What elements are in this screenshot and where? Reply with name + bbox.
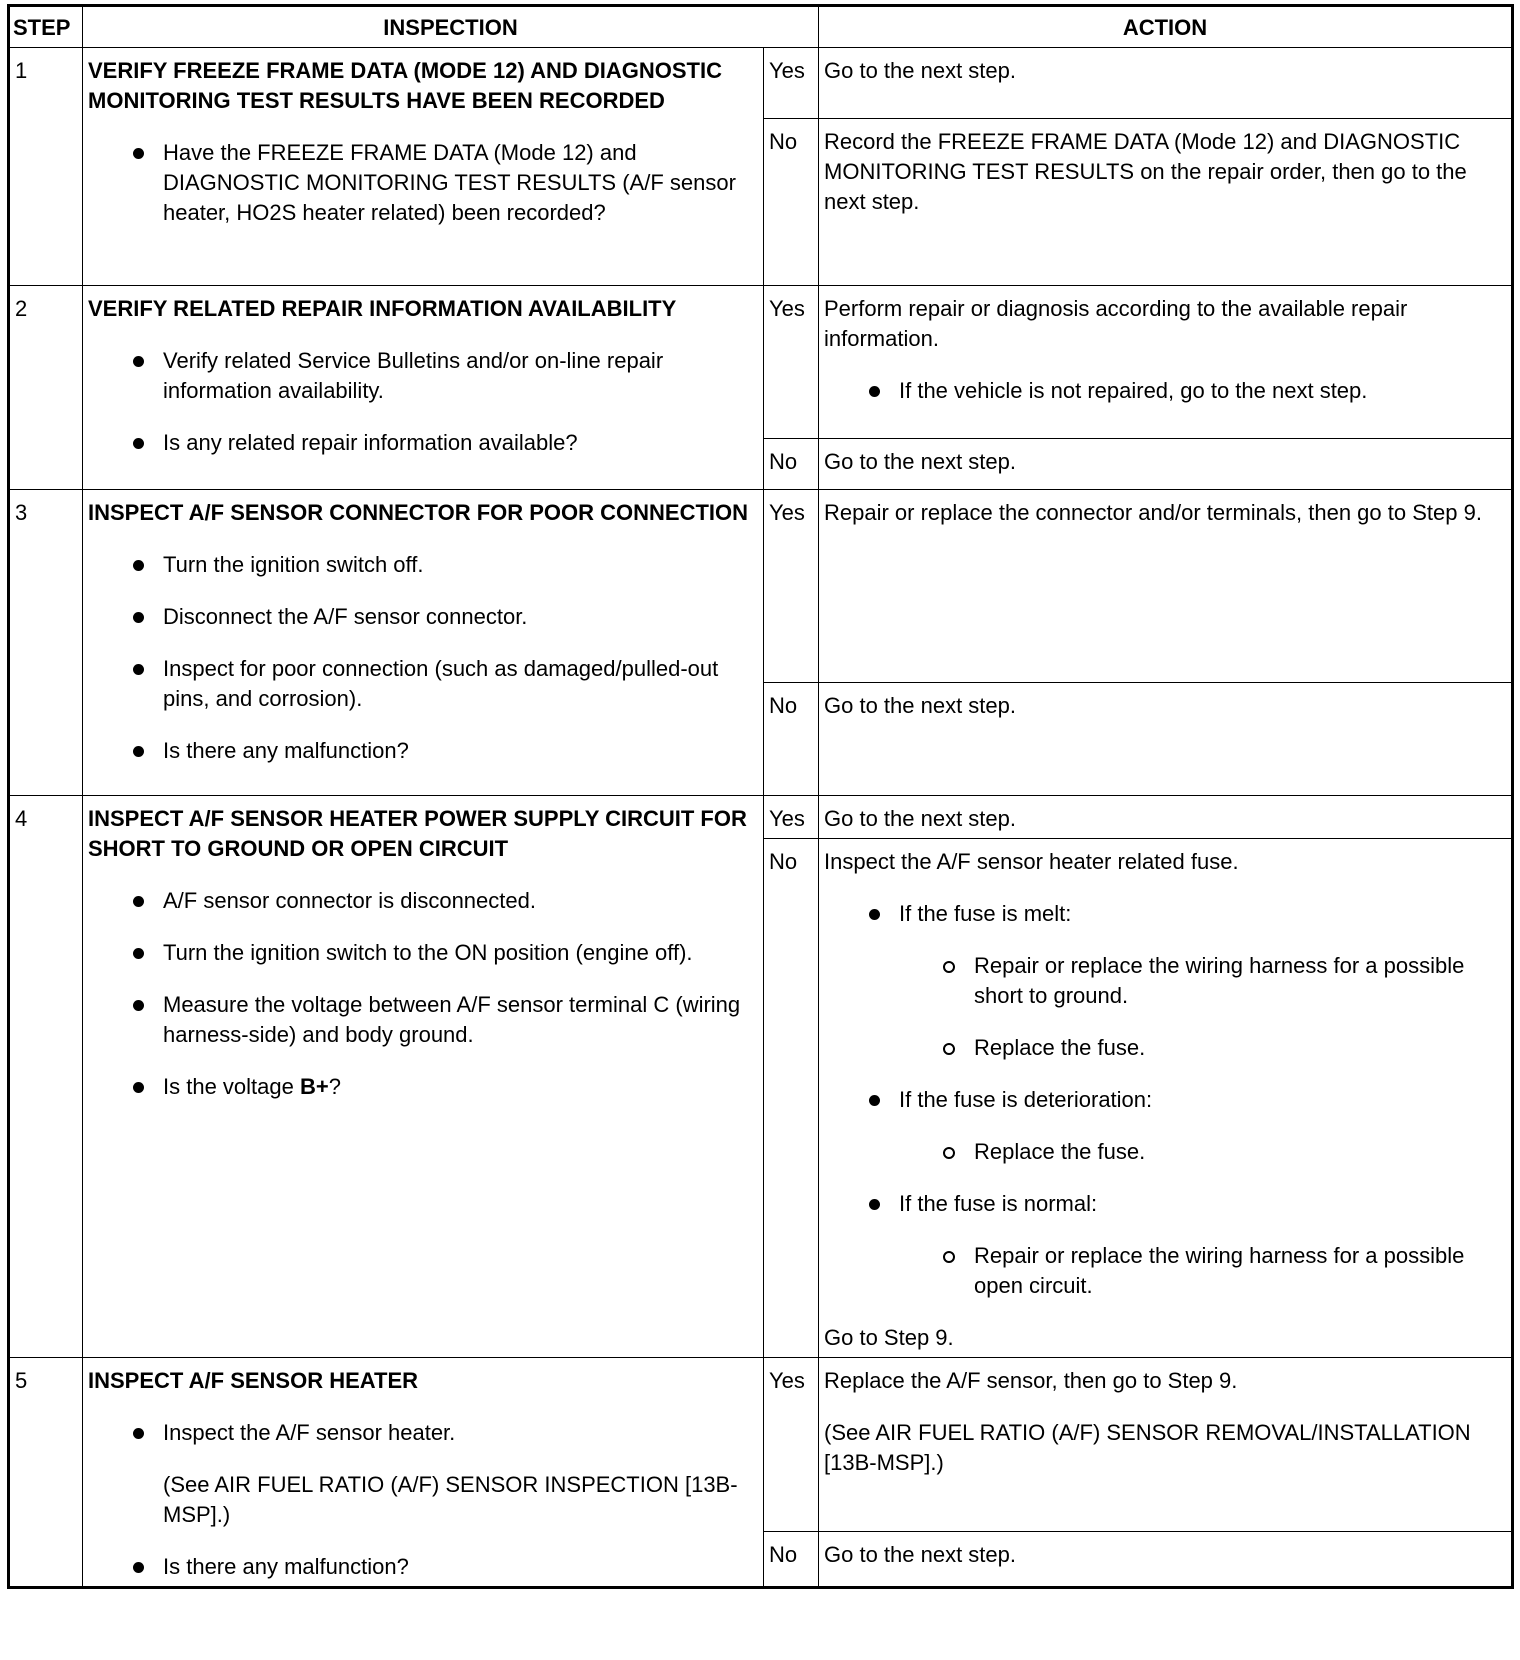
fuse-case-melt: [824, 899, 1506, 929]
step-number: 3: [10, 490, 83, 796]
yes-label: Yes: [764, 48, 819, 119]
yes-label: Yes: [764, 286, 819, 439]
bullet-text: Is the voltage: [163, 1074, 300, 1099]
no-action: Go to the next step.: [819, 683, 1512, 796]
yes-action-bullets: [824, 376, 1506, 406]
sub-bullet-item: Replace the fuse.: [899, 1033, 1506, 1063]
bullet-item: Is there any malfunction?: [88, 1552, 758, 1582]
case-label: If the fuse is normal:: [899, 1191, 1098, 1216]
fuse-cases: [824, 1189, 1506, 1219]
no-label: No: [764, 439, 819, 490]
bullet-item: Is there any malfunction?: [88, 736, 758, 766]
step-1-yes-row: [10, 48, 1512, 119]
step-number: 4: [10, 796, 83, 1358]
no-label: No: [764, 839, 819, 1358]
bullet-item: Inspect for poor connection (such as damaged/pulled-out pins, and corrosion).: [88, 654, 758, 714]
bullet-item: Have the FREEZE FRAME DATA (Mode 12) and DIAGNOSTIC MONITORING TEST RESULTS (A/F sensor heater, HO2S heater related) been recorded?: [88, 138, 758, 228]
diagnostic-procedure-table: [9, 6, 1512, 1587]
no-action: Go to the next step.: [819, 1531, 1512, 1586]
no-action: Record the FREEZE FRAME DATA (Mode 12) and DIAGNOSTIC MONITORING TEST RESULTS on the repair order, then go to the next step.: [819, 119, 1512, 286]
bullet-item: Disconnect the A/F sensor connector.: [88, 602, 758, 632]
no-action: Go to the next step.: [819, 439, 1512, 490]
step-2-yes-row: [10, 286, 1512, 439]
inspection-bullets: [88, 346, 758, 458]
case-label: If the fuse is melt:: [899, 901, 1072, 926]
inspection-bullets: [88, 550, 758, 766]
sub-bullets: [899, 1241, 1506, 1301]
bullet-item: A/F sensor connector is disconnected.: [88, 886, 758, 916]
inspection-bullets: [88, 1418, 758, 1582]
fuse-cases: [824, 1085, 1506, 1115]
yes-action: Go to the next step.: [819, 796, 1512, 839]
bullet-item: [88, 1072, 758, 1102]
inspection-header: INSPECTION: [83, 7, 819, 48]
bullet-item: Turn the ignition switch off.: [88, 550, 758, 580]
fuse-case-normal: [824, 1189, 1506, 1219]
no-label: No: [764, 1531, 819, 1586]
step-number: 1: [10, 48, 83, 286]
bullet-item: [88, 1418, 758, 1530]
header-row: [10, 7, 1512, 48]
yes-action-text: Perform repair or diagnosis according to the available repair information.: [824, 296, 1408, 351]
inspection-title: VERIFY FREEZE FRAME DATA (MODE 12) AND DIAGNOSTIC MONITORING TEST RESULTS HAVE BEEN RECORDED: [88, 58, 722, 113]
step-number: 2: [10, 286, 83, 490]
action-header: ACTION: [819, 7, 1512, 48]
sub-bullet-item: Replace the fuse.: [899, 1137, 1506, 1167]
reference-note: (See AIR FUEL RATIO (A/F) SENSOR INSPECTION [13B-MSP].): [163, 1472, 738, 1527]
case-label: If the fuse is deterioration:: [899, 1087, 1153, 1112]
step-5-yes-row: [10, 1358, 1512, 1532]
sub-bullets: [899, 951, 1506, 1063]
inspection-cell: [83, 490, 764, 796]
bullet-item: Measure the voltage between A/F sensor terminal C (wiring harness-side) and body ground.: [88, 990, 758, 1050]
no-action: [819, 839, 1512, 1358]
bullet-item: Is any related repair information available?: [88, 428, 758, 458]
no-label: No: [764, 683, 819, 796]
bullet-item: If the vehicle is not repaired, go to the next step.: [824, 376, 1506, 406]
sub-bullet-item: Repair or replace the wiring harness for a possible open circuit.: [899, 1241, 1506, 1301]
yes-label: Yes: [764, 796, 819, 839]
inspection-cell: [83, 48, 764, 286]
fuse-case-deterioration: [824, 1085, 1506, 1115]
reference-note: (See AIR FUEL RATIO (A/F) SENSOR REMOVAL/INSTALLATION [13B-MSP].): [824, 1420, 1471, 1475]
inspection-bullets: [88, 886, 758, 1102]
yes-action: Repair or replace the connector and/or terminals, then go to Step 9.: [819, 490, 1512, 683]
inspection-bullets: [88, 138, 758, 228]
bullet-item: Turn the ignition switch to the ON position (engine off).: [88, 938, 758, 968]
step-header: STEP: [10, 7, 83, 48]
inspection-cell: [83, 796, 764, 1358]
yes-label: Yes: [764, 1358, 819, 1532]
inspection-title: INSPECT A/F SENSOR CONNECTOR FOR POOR CONNECTION: [88, 500, 749, 525]
yes-action-text: Replace the A/F sensor, then go to Step 9.: [824, 1368, 1238, 1393]
inspection-cell: [83, 286, 764, 490]
step-3-yes-row: [10, 490, 1512, 683]
no-action-text: Inspect the A/F sensor heater related fuse.: [824, 849, 1239, 874]
step-4-yes-row: [10, 796, 1512, 839]
sub-bullets: [899, 1137, 1506, 1167]
bullet-text: Inspect the A/F sensor heater.: [163, 1420, 456, 1445]
yes-label: Yes: [764, 490, 819, 683]
inspection-title: VERIFY RELATED REPAIR INFORMATION AVAILABILITY: [88, 296, 677, 321]
inspection-cell: [83, 1358, 764, 1587]
step-number: 5: [10, 1358, 83, 1587]
no-label: No: [764, 119, 819, 286]
yes-action: Go to the next step.: [819, 48, 1512, 119]
yes-action: [819, 286, 1512, 439]
inspection-title: INSPECT A/F SENSOR HEATER: [88, 1368, 419, 1393]
yes-action: [819, 1358, 1512, 1532]
fuse-cases: [824, 899, 1506, 929]
bullet-item: Verify related Service Bulletins and/or on-line repair information availability.: [88, 346, 758, 406]
inspection-title: INSPECT A/F SENSOR HEATER POWER SUPPLY CIRCUIT FOR SHORT TO GROUND OR OPEN CIRCUIT: [88, 806, 747, 861]
sub-bullet-item: Repair or replace the wiring harness for a possible short to ground.: [899, 951, 1506, 1011]
voltage-value: B+: [299, 1074, 329, 1099]
no-action-footer: Go to Step 9.: [824, 1325, 954, 1350]
bullet-text: ?: [328, 1074, 341, 1099]
